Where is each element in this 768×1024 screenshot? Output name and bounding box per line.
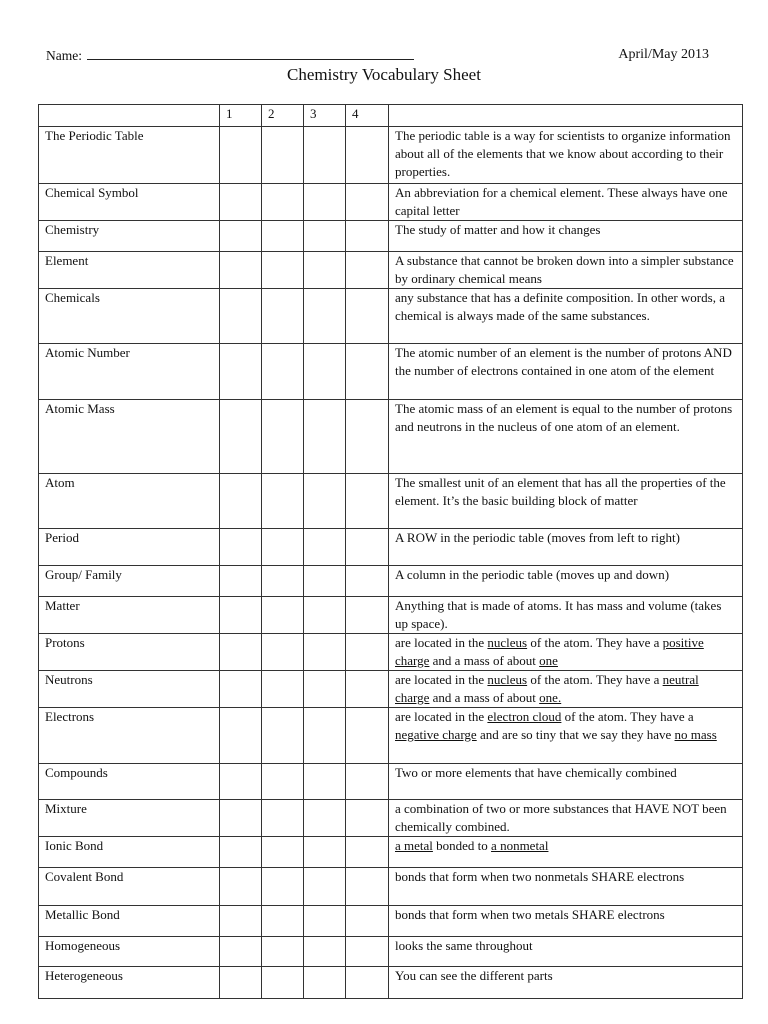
check-cell-2[interactable] [262, 400, 304, 474]
definition-text: Two or more elements that have chemically combined [395, 765, 677, 780]
term-cell: Covalent Bond [39, 868, 220, 906]
check-cell-2[interactable] [262, 634, 304, 671]
term-cell: Matter [39, 597, 220, 634]
definition-text: a combination of two or more substances that HAVE NOT been chemically combined. [395, 801, 727, 834]
definition-text: looks the same throughout [395, 938, 533, 953]
check-cell-3[interactable] [304, 184, 346, 221]
check-cell-4[interactable] [346, 906, 389, 937]
term-cell: Atomic Number [39, 344, 220, 400]
check-cell-3[interactable] [304, 837, 346, 868]
header-cell-1: 1 [220, 105, 262, 127]
term-cell: Electrons [39, 708, 220, 764]
definition-text: bonded to [432, 838, 492, 853]
definition-cell [389, 967, 743, 999]
check-cell-3[interactable] [304, 400, 346, 474]
check-cell-1[interactable] [220, 868, 262, 906]
definition-cell [389, 127, 743, 184]
table-row [39, 529, 743, 566]
check-cell-3[interactable] [304, 529, 346, 566]
table-row [39, 289, 743, 344]
term-cell: Metallic Bond [39, 906, 220, 937]
check-cell-4[interactable] [346, 566, 389, 597]
check-cell-1[interactable] [220, 566, 262, 597]
header-cell-definition [389, 105, 743, 127]
check-cell-2[interactable] [262, 708, 304, 764]
definition-cell [389, 597, 743, 634]
check-cell-4[interactable] [346, 764, 389, 800]
check-cell-2[interactable] [262, 344, 304, 400]
definition-cell [389, 800, 743, 837]
term-cell: Ionic Bond [39, 837, 220, 868]
check-cell-1[interactable] [220, 127, 262, 184]
check-cell-3[interactable] [304, 868, 346, 906]
underlined-text: nucleus [487, 635, 528, 650]
table-row [39, 566, 743, 597]
check-cell-2[interactable] [262, 597, 304, 634]
check-cell-3[interactable] [304, 289, 346, 344]
check-cell-2[interactable] [262, 289, 304, 344]
check-cell-3[interactable] [304, 671, 346, 708]
definition-cell [389, 937, 743, 967]
definition-text: of the atom. They have a [527, 672, 663, 687]
table-row [39, 967, 743, 999]
definition-text: are located in the [395, 709, 488, 724]
check-cell-3[interactable] [304, 344, 346, 400]
underlined-text: negative charge [395, 727, 477, 742]
check-cell-4[interactable] [346, 474, 389, 529]
check-cell-4[interactable] [346, 708, 389, 764]
check-cell-2[interactable] [262, 967, 304, 999]
check-cell-1[interactable] [220, 529, 262, 566]
underlined-text: one [539, 653, 558, 668]
table-row [39, 906, 743, 937]
definition-cell [389, 529, 743, 566]
check-cell-1[interactable] [220, 252, 262, 289]
check-cell-1[interactable] [220, 289, 262, 344]
term-cell: Chemicals [39, 289, 220, 344]
definition-text: An abbreviation for a chemical element. These always have one capital letter [395, 185, 728, 218]
definition-cell [389, 868, 743, 906]
check-cell-3[interactable] [304, 967, 346, 999]
check-cell-4[interactable] [346, 221, 389, 252]
check-cell-2[interactable] [262, 837, 304, 868]
check-cell-1[interactable] [220, 184, 262, 221]
term-cell: Period [39, 529, 220, 566]
check-cell-2[interactable] [262, 474, 304, 529]
check-cell-3[interactable] [304, 252, 346, 289]
definition-cell [389, 289, 743, 344]
table-row [39, 127, 743, 184]
vocabulary-table [38, 104, 743, 999]
definition-cell [389, 671, 743, 708]
check-cell-3[interactable] [304, 937, 346, 967]
term-cell: Homogeneous [39, 937, 220, 967]
table-row [39, 344, 743, 400]
underlined-text: nucleus [487, 672, 528, 687]
term-cell: Mixture [39, 800, 220, 837]
check-cell-2[interactable] [262, 868, 304, 906]
check-cell-1[interactable] [220, 474, 262, 529]
definition-text: A ROW in the periodic table (moves from left to right) [395, 530, 680, 545]
term-cell: Chemical Symbol [39, 184, 220, 221]
definition-cell [389, 344, 743, 400]
check-cell-3[interactable] [304, 634, 346, 671]
check-cell-1[interactable] [220, 671, 262, 708]
table-row [39, 837, 743, 868]
definition-text: A substance that cannot be broken down into a simpler substance by ordinary chemical means [395, 253, 734, 286]
definition-cell [389, 252, 743, 289]
check-cell-1[interactable] [220, 800, 262, 837]
check-cell-1[interactable] [220, 400, 262, 474]
check-cell-4[interactable] [346, 967, 389, 999]
definition-text: The smallest unit of an element that has all the properties of the element. It’s the basic building block of matter [395, 475, 726, 508]
check-cell-3[interactable] [304, 474, 346, 529]
table-header-row [39, 105, 743, 127]
check-cell-4[interactable] [346, 344, 389, 400]
table-row [39, 221, 743, 252]
check-cell-3[interactable] [304, 127, 346, 184]
definition-cell [389, 906, 743, 937]
table-row [39, 474, 743, 529]
check-cell-2[interactable] [262, 937, 304, 967]
check-cell-1[interactable] [220, 634, 262, 671]
table-row [39, 671, 743, 708]
definition-text: of the atom. They have a [527, 635, 663, 650]
definition-text: The periodic table is a way for scientists to organize information about all of the elements that we know about according to their properties. [395, 128, 731, 179]
definition-text: The atomic number of an element is the number of protons AND the number of electrons contained in one atom of the element [395, 345, 732, 378]
check-cell-1[interactable] [220, 837, 262, 868]
definition-text: are located in the [395, 635, 488, 650]
check-cell-1[interactable] [220, 764, 262, 800]
underlined-text: neutral charge [395, 672, 699, 705]
check-cell-3[interactable] [304, 566, 346, 597]
check-cell-2[interactable] [262, 184, 304, 221]
definition-cell [389, 708, 743, 764]
check-cell-4[interactable] [346, 634, 389, 671]
name-label: Name: [46, 48, 86, 63]
definition-text: and a mass of about [429, 690, 540, 705]
definition-cell [389, 566, 743, 597]
definition-cell [389, 764, 743, 800]
check-cell-4[interactable] [346, 937, 389, 967]
table-row [39, 764, 743, 800]
definition-text: You can see the different parts [395, 968, 553, 983]
term-cell: Atom [39, 474, 220, 529]
page-title: Chemistry Vocabulary Sheet [287, 65, 481, 84]
check-cell-4[interactable] [346, 289, 389, 344]
check-cell-3[interactable] [304, 906, 346, 937]
term-cell: Protons [39, 634, 220, 671]
term-cell: Chemistry [39, 221, 220, 252]
check-cell-3[interactable] [304, 597, 346, 634]
term-cell: Compounds [39, 764, 220, 800]
definition-text: A column in the periodic table (moves up and down) [395, 567, 670, 582]
check-cell-4[interactable] [346, 400, 389, 474]
check-cell-2[interactable] [262, 529, 304, 566]
underlined-text: no mass [674, 727, 717, 742]
check-cell-4[interactable] [346, 184, 389, 221]
table-row [39, 868, 743, 906]
name-field [46, 47, 414, 64]
term-cell: Group/ Family [39, 566, 220, 597]
underlined-text: positive charge [395, 635, 704, 668]
underlined-text: electron cloud [487, 709, 562, 724]
term-cell: Neutrons [39, 671, 220, 708]
table-row [39, 708, 743, 764]
table-row [39, 400, 743, 474]
term-cell: Heterogeneous [39, 967, 220, 999]
definition-text: are located in the [395, 672, 488, 687]
header-cell-4: 4 [346, 105, 389, 127]
definition-text: Anything that is made of atoms. It has mass and volume (takes up space). [395, 598, 722, 631]
definition-text: of the atom. They have a [561, 709, 694, 724]
check-cell-1[interactable] [220, 597, 262, 634]
check-cell-4[interactable] [346, 127, 389, 184]
check-cell-4[interactable] [346, 252, 389, 289]
check-cell-4[interactable] [346, 837, 389, 868]
check-cell-3[interactable] [304, 708, 346, 764]
underlined-text: a metal [395, 838, 433, 853]
check-cell-1[interactable] [220, 344, 262, 400]
check-cell-3[interactable] [304, 221, 346, 252]
definition-text: The study of matter and how it changes [395, 222, 601, 237]
definition-cell [389, 634, 743, 671]
table-row [39, 800, 743, 837]
check-cell-1[interactable] [220, 708, 262, 764]
check-cell-2[interactable] [262, 906, 304, 937]
table-row [39, 184, 743, 221]
table-row [39, 937, 743, 967]
definition-cell [389, 184, 743, 221]
header-cell-2: 2 [262, 105, 304, 127]
check-cell-2[interactable] [262, 566, 304, 597]
check-cell-4[interactable] [346, 868, 389, 906]
definition-cell [389, 474, 743, 529]
check-cell-2[interactable] [262, 800, 304, 837]
definition-text: bonds that form when two nonmetals SHARE electrons [395, 869, 685, 884]
check-cell-2[interactable] [262, 127, 304, 184]
term-cell: Atomic Mass [39, 400, 220, 474]
check-cell-3[interactable] [304, 764, 346, 800]
definition-text: bonds that form when two metals SHARE electrons [395, 907, 665, 922]
table-row [39, 634, 743, 671]
check-cell-4[interactable] [346, 597, 389, 634]
table-row [39, 252, 743, 289]
header-cell-term [39, 105, 220, 127]
table-row [39, 597, 743, 634]
check-cell-2[interactable] [262, 764, 304, 800]
header-cell-3: 3 [304, 105, 346, 127]
date-label: April/May 2013 [618, 47, 709, 62]
check-cell-3[interactable] [304, 800, 346, 837]
check-cell-1[interactable] [220, 937, 262, 967]
definition-cell [389, 837, 743, 868]
check-cell-2[interactable] [262, 221, 304, 252]
check-cell-1[interactable] [220, 906, 262, 937]
underlined-text: one. [539, 690, 562, 705]
definition-text: and a mass of about [429, 653, 540, 668]
underlined-text: a nonmetal [491, 838, 549, 853]
definition-cell [389, 221, 743, 252]
check-cell-2[interactable] [262, 252, 304, 289]
term-cell: The Periodic Table [39, 127, 220, 184]
definition-text: The atomic mass of an element is equal to the number of protons and neutrons in the nucleus of one atom of an element. [395, 401, 733, 434]
check-cell-4[interactable] [346, 800, 389, 837]
check-cell-4[interactable] [346, 529, 389, 566]
definition-text: any substance that has a definite composition. In other words, a chemical is always made of the same substances. [395, 290, 725, 323]
name-blank-line[interactable] [87, 47, 414, 60]
definition-text: and are so tiny that we say they have [476, 727, 675, 742]
definition-cell [389, 400, 743, 474]
term-cell: Element [39, 252, 220, 289]
check-cell-1[interactable] [220, 967, 262, 999]
check-cell-2[interactable] [262, 671, 304, 708]
check-cell-4[interactable] [346, 671, 389, 708]
check-cell-1[interactable] [220, 221, 262, 252]
